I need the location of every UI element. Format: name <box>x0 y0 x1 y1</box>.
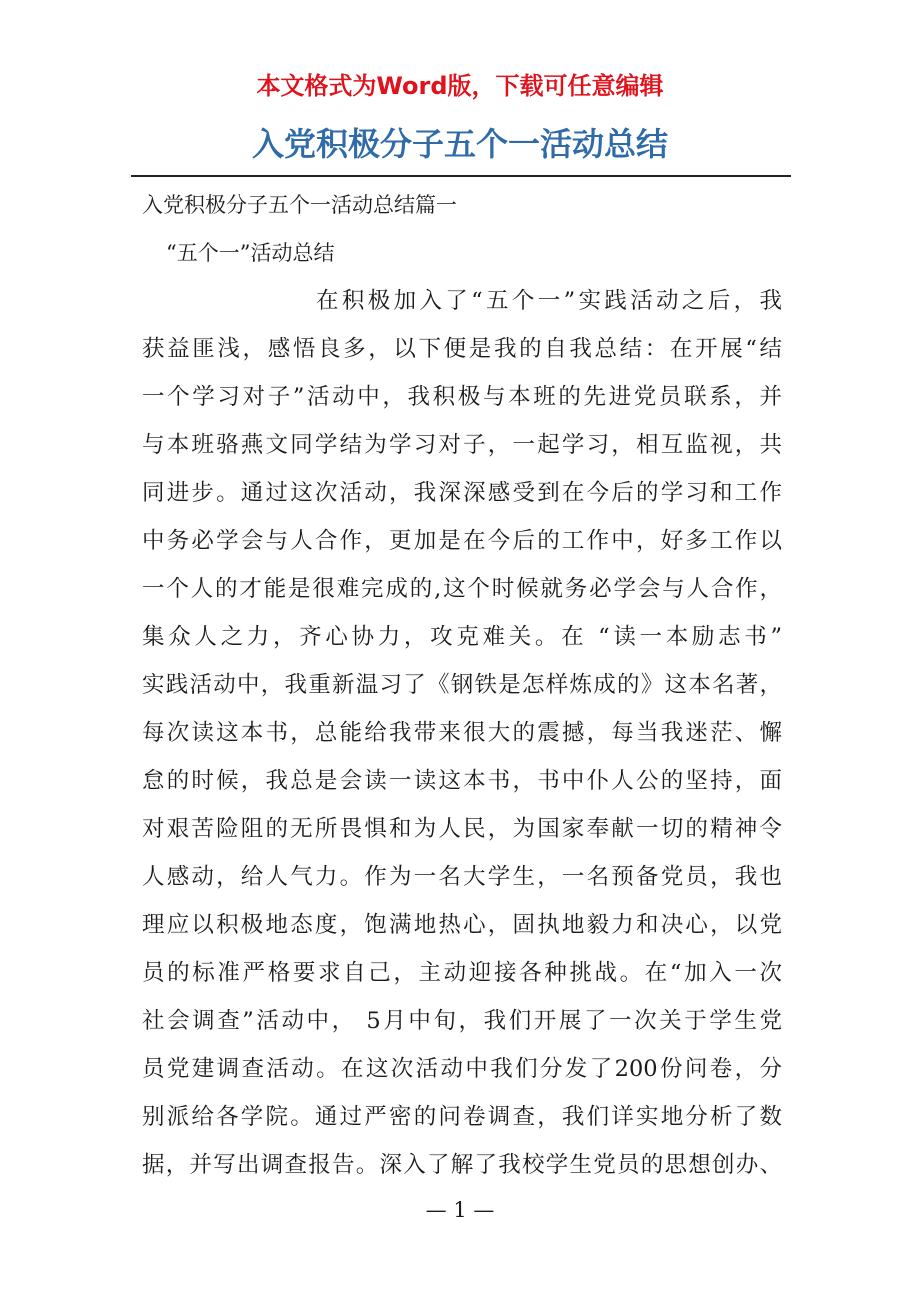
body-line: 中务必学会与人合作，更加是在今后的工作中，好多工作以 <box>142 528 782 554</box>
document-title: 入党积极分子五个一活动总结 <box>251 125 668 163</box>
body-line: 集众人之力，齐心协力，攻克难关。在 “读一本励志书” <box>142 624 782 650</box>
body-line: 每次读这本书，总能给我带来很大的震撼，每当我迷茫、懈 <box>142 720 782 746</box>
body-line: 员党建调查活动。在这次活动中我们分发了200份问卷，分 <box>142 1056 782 1082</box>
page-number: — 1 — <box>425 1198 495 1222</box>
body-line: 实践活动中，我重新温习了《钢铁是怎样炼成的》这本名著， <box>142 672 782 698</box>
body-line: 获益匪浅，感悟良多，以下便是我的自我总结：在开展“结 <box>142 336 782 362</box>
body-text <box>142 283 782 1195</box>
body-line: 别派给各学院。通过严密的问卷调查，我们详实地分析了数 <box>142 1104 782 1130</box>
title-divider <box>131 175 791 177</box>
body-line: 在积极加入了“五个一”实践活动之后，我 <box>316 288 782 314</box>
body-line: 与本班骆燕文同学结为学习对子，一起学习，相互监视，共 <box>142 432 782 458</box>
body-line: 一个人的才能是很难完成的,这个时候就务必学会与人合作， <box>142 576 782 602</box>
body-line: 理应以积极地态度，饱满地热心，固执地毅力和决心，以党 <box>142 912 782 938</box>
body-line: 员的标准严格要求自己，主动迎接各种挑战。在“加入一次 <box>142 960 782 986</box>
body-line: 怠的时候，我总是会读一读这本书，书中仆人公的坚持，面 <box>142 768 782 794</box>
section-subheading: “五个一”活动总结 <box>166 241 335 265</box>
format-notice: 本文格式为Word版，下载可任意编辑 <box>256 72 664 100</box>
body-line: 对艰苦险阻的无所畏惧和为人民，为国家奉献一切的精神令 <box>142 816 782 842</box>
body-line: 人感动，给人气力。作为一名大学生，一名预备党员，我也 <box>142 864 782 890</box>
section-heading: 入党积极分子五个一活动总结篇一 <box>142 193 457 217</box>
body-line: 社会调查”活动中， 5月中旬，我们开展了一次关于学生党 <box>142 1008 782 1034</box>
body-line: 据，并写出调查报告。深入了解了我校学生党员的思想创办、 <box>142 1152 782 1178</box>
body-line: 一个学习对子”活动中，我积极与本班的先进党员联系，并 <box>142 384 782 410</box>
body-line: 同进步。通过这次活动，我深深感受到在今后的学习和工作 <box>142 480 782 506</box>
